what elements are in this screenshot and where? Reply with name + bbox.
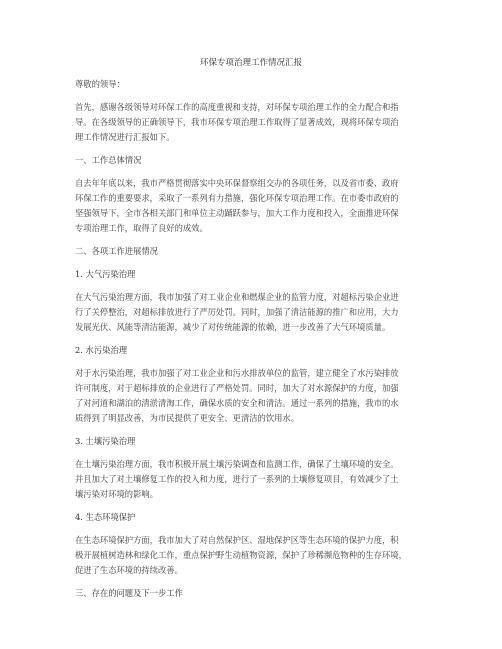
intro-line: 首先，感谢各级领导对环保工作的高度重视和支持，对环保专项治理工作的全力配合和指 — [75, 102, 399, 112]
paragraph-line: 许可制度，对于超标排放的企业进行了严格处罚。同时，加大了对水源保护的力度，加强 — [75, 383, 399, 393]
paragraph-line: 环保工作的重要要求，采取了一系列有力措施，强化环保专项治理工作。在市委市政府的 — [75, 193, 399, 203]
subsection-heading: 2. 水污染治理 — [75, 345, 128, 355]
document-title: 环保专项治理工作情况汇报 — [199, 58, 302, 68]
paragraph-line: 发展光伏、风能等清洁能源，减少了对传统能源的依赖，进一步改善了大气环境质量。 — [75, 322, 391, 332]
intro-line: 理工作情况进行汇报如下。 — [75, 132, 175, 142]
paragraph-line: 行了关停整治，对超标排放进行了严厉处罚。同时，加强了清洁能源的推广和应用，大力 — [75, 307, 399, 317]
salutation: 尊敬的领导： — [75, 79, 125, 89]
intro-line: 导。在各级领导的正确领导下，我市环保专项治理工作取得了显著成效，现将环保专项治 — [75, 117, 399, 127]
section-heading: 二、各项工作进展情况 — [75, 246, 158, 256]
paragraph-line: 在大气污染治理方面，我市加强了对工业企业和燃煤企业的监管力度，对超标污染企业进 — [75, 292, 399, 302]
paragraph-line: 在土壤污染治理方面，我市积极开展土壤污染调查和监测工作，确保了土壤环境的安全。 — [75, 459, 399, 469]
document-body — [75, 77, 433, 601]
subsection-heading: 1. 大气污染治理 — [75, 269, 136, 279]
paragraph-line: 极开展植树造林和绿化工作，重点保护野生动植物资源，保护了珍稀濒危物种的生存环境， — [75, 550, 407, 560]
section-heading: 三、存在的问题及下一步工作 — [75, 588, 183, 598]
paragraph-line: 对于水污染治理，我市加强了对工业企业和污水排放单位的监管，建立健全了水污染排放 — [75, 368, 399, 378]
paragraph-line: 质得到了明显改善，为市民提供了更安全、更清洁的饮用水。 — [75, 413, 300, 423]
paragraph-line: 并且加大了对土壤修复工作的投入和力度，进行了一系列的土壤修复项目，有效减少了土 — [75, 474, 399, 484]
paragraph-line: 自去年年底以来，我市严格贯彻落实中央环保督察组交办的各项任务，以及省市委、政府 — [75, 178, 399, 188]
subsection-heading: 4. 生态环境保护 — [75, 512, 136, 522]
paragraph-line: 了对河道和湖泊的清淤清淘工作，确保水质的安全和清洁。通过一系列的措施，我市的水 — [75, 398, 399, 408]
paragraph-line: 壤污染对环境的影响。 — [75, 489, 158, 499]
paragraph-line: 专项治理工作，取得了良好的成效。 — [75, 223, 208, 233]
paragraph-line: 促进了生态环境的持续改善。 — [75, 565, 183, 575]
section-heading: 一、工作总体情况 — [75, 155, 142, 165]
paragraph-line: 在生态环境保护方面，我市加大了对自然保护区、湿地保护区等生态环境的保护力度，积 — [75, 535, 399, 545]
subsection-heading: 3. 土壤污染治理 — [75, 436, 136, 446]
paragraph-line: 坚强领导下，全市各相关部门和单位主动踊跃参与，加大工作力度和投入，全面推进环保 — [75, 208, 399, 218]
